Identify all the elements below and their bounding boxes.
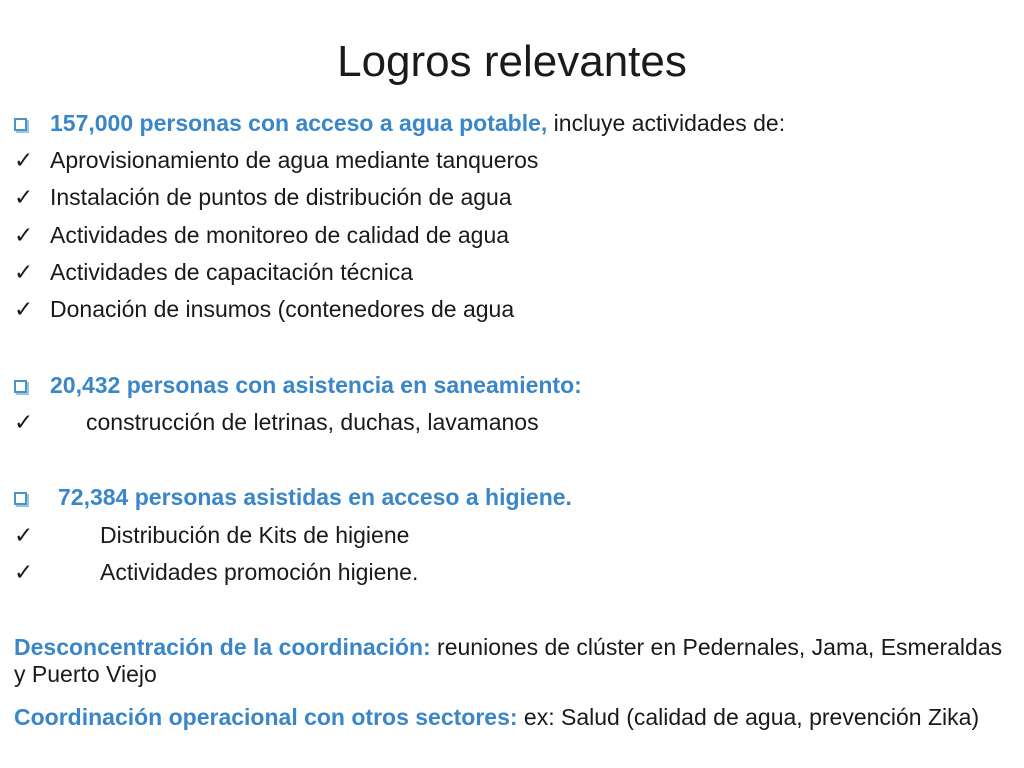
item-text: Actividades promoción higiene. [100,559,419,585]
section-1-item-5 [14,294,515,324]
paragraph-operational [14,704,1004,731]
section-3-headline [14,482,572,512]
section-3-headline-bold: 72,384 personas asistidas en acceso a higiene. [58,484,572,510]
section-1-headline-bold: 157,000 personas con acceso a agua potable, [50,110,548,136]
paragraph-coordination [14,634,1004,688]
section-3-item-1 [14,520,410,550]
section-2-headline-bold: 20,432 personas con asistencia en saneamiento: [50,372,582,398]
checkmark-icon: ✓ [14,296,34,322]
section-1-item-2 [14,182,512,212]
paragraph-2-bold: Coordinación operacional con otros sectores: [14,704,518,730]
checkmark-icon: ✓ [14,222,34,248]
slide-title: Logros relevantes [337,37,687,86]
paragraph-1-bold: Desconcentración de la coordinación: [14,634,431,660]
checkmark-icon: ✓ [14,522,34,548]
section-1-headline-rest: incluye actividades de: [547,110,786,136]
square-bullet-icon [14,118,27,131]
section-1-headline [14,108,786,138]
section-1-item-1 [14,145,539,175]
item-text: Distribución de Kits de higiene [100,522,410,548]
checkmark-icon: ✓ [14,409,34,435]
section-2-headline [14,370,582,400]
square-bullet-icon [14,492,27,505]
item-text: Actividades de monitoreo de calidad de agua [50,222,510,248]
checkmark-icon: ✓ [14,559,34,585]
checkmark-icon: ✓ [14,147,34,173]
section-2-item-1 [14,407,539,437]
paragraph-2-rest: ex: Salud (calidad de agua, prevención Zika) [517,704,980,730]
item-text: Instalación de puntos de distribución de agua [50,184,512,210]
section-3-item-2 [14,557,419,587]
item-text: Actividades de capacitación técnica [50,259,414,285]
section-1-item-3 [14,220,510,250]
checkmark-icon: ✓ [14,259,34,285]
paragraph-1-rest: reuniones de clúster en Pedernales, Jama, Esmeraldas y Puerto Viejo [14,634,1003,687]
item-text: Donación de insumos (contenedores de agua [50,296,515,322]
square-bullet-icon [14,380,27,393]
item-text: Aprovisionamiento de agua mediante tanqueros [50,147,539,173]
item-text: construcción de letrinas, duchas, lavamanos [86,409,539,435]
section-1-item-4 [14,257,414,287]
checkmark-icon: ✓ [14,184,34,210]
